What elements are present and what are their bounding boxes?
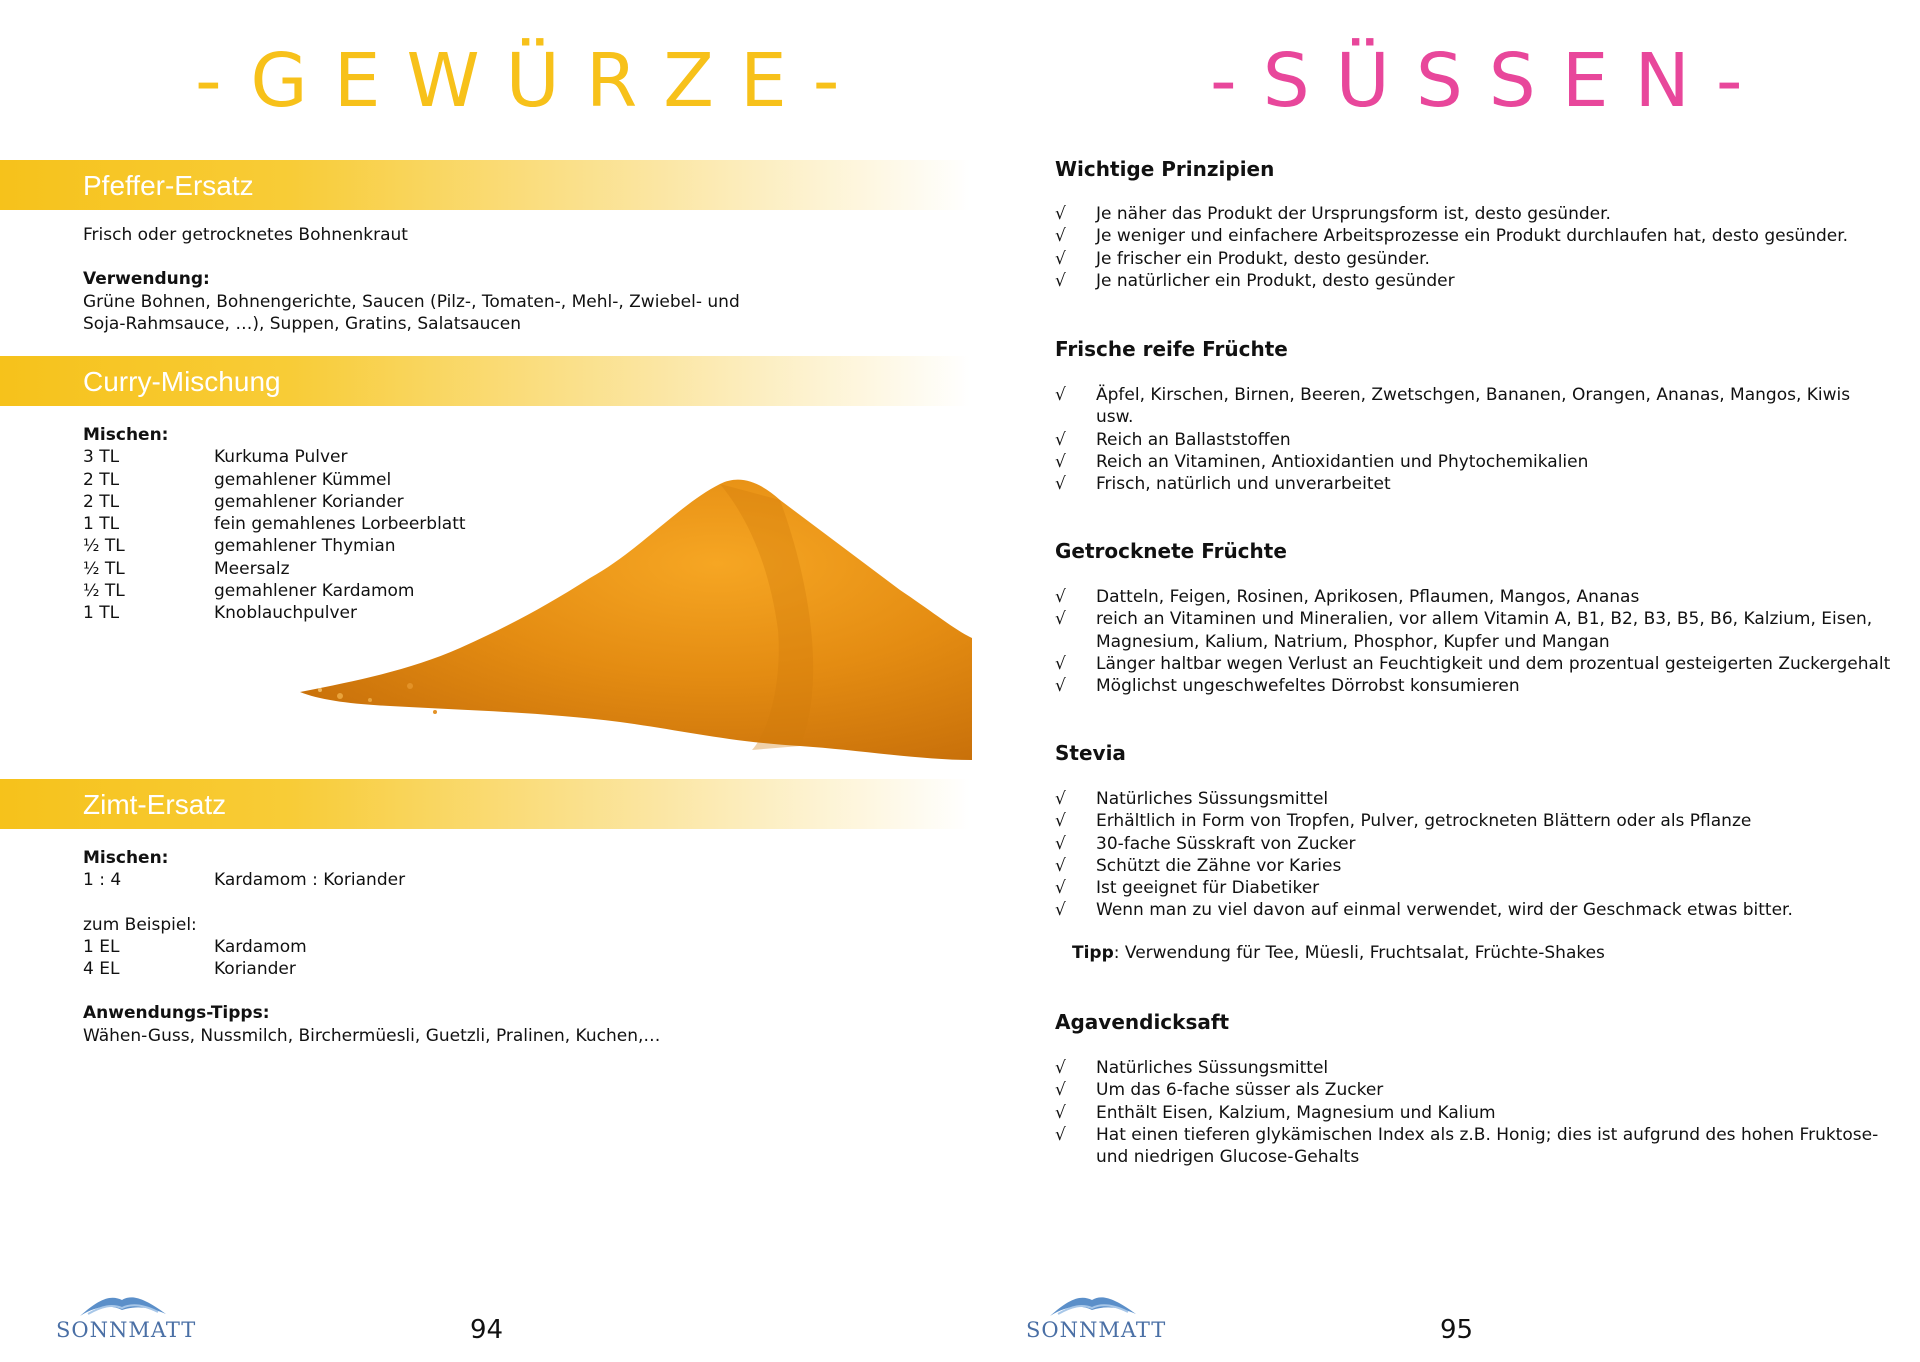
check-icon: √ bbox=[1055, 587, 1066, 607]
mountain-logo-icon bbox=[1048, 1292, 1138, 1320]
list-item: √ Ist geeignet für Diabetiker bbox=[1055, 878, 1320, 899]
ingredient-row: ½ TL gemahlener Thymian bbox=[83, 536, 396, 557]
check-icon: √ bbox=[1055, 676, 1066, 697]
list-item: √ 30-fache Süsskraft von Zucker bbox=[1055, 833, 1356, 854]
ingredient-row: ½ TL gemahlener Kardamom bbox=[83, 581, 415, 602]
section-heading: Frische reife Früchte bbox=[1055, 337, 1288, 361]
section-heading: Wichtige Prinzipien bbox=[1055, 157, 1275, 181]
ingredient-row: 1 EL Kardamom bbox=[83, 936, 307, 957]
check-icon: √ bbox=[1055, 855, 1066, 876]
ingredient-row: 1 TL Knoblauchpulver bbox=[83, 603, 357, 624]
section-heading: Stevia bbox=[1055, 741, 1126, 765]
list-item: √ Frisch, natürlich und unverarbeitet bbox=[1055, 474, 1391, 495]
check-icon: √ bbox=[1055, 474, 1066, 495]
page-title-gewuerze: -GEWÜRZE- bbox=[195, 38, 866, 124]
check-list bbox=[1055, 788, 1793, 922]
ingredient-row: ½ TL Meersalz bbox=[83, 558, 290, 579]
tipps-text: Wähen-Guss, Nussmilch, Birchermüesli, Guetzli, Pralinen, Kuchen,… bbox=[83, 1025, 661, 1046]
list-item: √ Je weniger und einfachere Arbeitsprozesse ein Produkt durchlaufen hat, desto gesünder. bbox=[1055, 226, 1849, 247]
check-icon: √ bbox=[1055, 451, 1066, 472]
check-icon: √ bbox=[1055, 900, 1066, 921]
page-title-suessen: -SÜSSEN- bbox=[1210, 38, 1769, 124]
section-band-pfeffer bbox=[0, 160, 970, 210]
right-page bbox=[970, 0, 1920, 1362]
pfeffer-description: Frisch oder getrocknetes Bohnenkraut bbox=[83, 225, 408, 245]
section-heading: Getrocknete Früchte bbox=[1055, 539, 1287, 563]
check-icon: √ bbox=[1055, 270, 1066, 291]
list-item: √ Hat einen tieferen glykämischen Index als z.B. Honig; dies ist aufgrund des hohen Fruktose- und niedrigen Glucose-Gehalts bbox=[1055, 1124, 1879, 1168]
mountain-logo-icon bbox=[78, 1292, 168, 1320]
check-icon: √ bbox=[1055, 789, 1066, 809]
check-icon: √ bbox=[1055, 226, 1066, 247]
list-item: √ Erhältlich in Form von Tropfen, Pulver, getrockneten Blättern oder als Pflanze bbox=[1055, 811, 1752, 832]
list-item: √ Je frischer ein Produkt, desto gesünder. bbox=[1055, 248, 1430, 269]
tipps-label: Anwendungs-Tipps: bbox=[83, 1003, 270, 1024]
check-list bbox=[1055, 384, 1850, 495]
verwendung-label: Verwendung: bbox=[83, 269, 210, 290]
ingredient-row: 1 TL fein gemahlenes Lorbeerblatt bbox=[83, 514, 466, 535]
check-icon: √ bbox=[1055, 653, 1066, 674]
ingredient-row: 2 TL gemahlener Koriander bbox=[83, 491, 404, 512]
list-item: √ Je natürlicher ein Produkt, desto gesünder bbox=[1055, 270, 1455, 291]
ingredient-row: 4 EL Koriander bbox=[83, 959, 296, 980]
check-list bbox=[1055, 586, 1890, 697]
check-icon: √ bbox=[1055, 385, 1066, 405]
section-heading: Curry-Mischung bbox=[83, 366, 281, 397]
check-list bbox=[1055, 203, 1848, 292]
pfeffer-block bbox=[83, 224, 740, 335]
list-item: √ Schützt die Zähne vor Karies bbox=[1055, 855, 1342, 876]
section-band-zimt bbox=[0, 779, 970, 829]
check-icon: √ bbox=[1055, 204, 1066, 224]
list-item: √ Datteln, Feigen, Rosinen, Aprikosen, Pflaumen, Mangos, Ananas bbox=[1055, 587, 1640, 607]
list-item: √ reich an Vitaminen und Mineralien, vor allem Vitamin A, B1, B2, B3, B5, B6, Kalzium, Eisen, Magnesium, Kalium, Natrium, Phosphor, Kupfer und Mangan bbox=[1055, 609, 1873, 652]
verwendung-text: Soja-Rahmsauce, …), Suppen, Gratins, Salatsaucen bbox=[83, 313, 521, 334]
section-heading: Pfeffer-Ersatz bbox=[83, 170, 254, 201]
list-item: √ Länger haltbar wegen Verlust an Feuchtigkeit und dem prozentual gesteigerten Zuckergehalt bbox=[1055, 653, 1891, 674]
check-icon: √ bbox=[1055, 878, 1066, 899]
ratio-row: 1 : 4 Kardamom : Koriander bbox=[83, 870, 406, 891]
list-item: √ Je näher das Produkt der Ursprungsform ist, desto gesünder. bbox=[1055, 204, 1611, 224]
check-icon: √ bbox=[1055, 1102, 1066, 1123]
stevia-tip: Tipp: Verwendung für Tee, Müesli, Fruchtsalat, Früchte-Shakes bbox=[1072, 943, 1605, 963]
curry-powder-image bbox=[300, 460, 972, 780]
check-icon: √ bbox=[1055, 1080, 1066, 1101]
section-band-curry bbox=[0, 356, 970, 406]
list-item: √ Möglichst ungeschwefeltes Dörrobst konsumieren bbox=[1055, 676, 1520, 697]
page-number: 94 bbox=[470, 1315, 504, 1345]
section-heading: Agavendicksaft bbox=[1055, 1010, 1230, 1034]
list-item: √ Wenn man zu viel davon auf einmal verwendet, wird der Geschmack etwas bitter. bbox=[1055, 900, 1793, 921]
mischen-label: Mischen: bbox=[83, 848, 169, 868]
check-icon: √ bbox=[1055, 1058, 1066, 1078]
check-icon: √ bbox=[1055, 811, 1066, 832]
sonnmatt-logo: SONNMATT bbox=[1026, 1292, 1156, 1340]
check-list bbox=[1055, 1057, 1878, 1168]
ingredient-row: 2 TL gemahlener Kümmel bbox=[83, 469, 392, 490]
sonnmatt-logo: SONNMATT bbox=[56, 1292, 186, 1340]
list-item: √ Um das 6-fache süsser als Zucker bbox=[1055, 1080, 1384, 1101]
mischen-label: Mischen: bbox=[83, 425, 169, 445]
check-icon: √ bbox=[1055, 609, 1066, 630]
list-item: √ Natürliches Süssungsmittel bbox=[1055, 789, 1329, 809]
zimt-block bbox=[83, 847, 660, 1047]
ingredient-row: 3 TL Kurkuma Pulver bbox=[83, 447, 348, 468]
list-item: √ Reich an Ballaststoffen bbox=[1055, 429, 1291, 450]
check-icon: √ bbox=[1055, 1124, 1066, 1145]
section-heading: Zimt-Ersatz bbox=[83, 789, 227, 820]
check-icon: √ bbox=[1055, 429, 1066, 450]
list-item: √ Enthält Eisen, Kalzium, Magnesium und Kalium bbox=[1055, 1102, 1496, 1123]
check-icon: √ bbox=[1055, 833, 1066, 854]
list-item: √ Äpfel, Kirschen, Birnen, Beeren, Zwetschgen, Bananen, Orangen, Ananas, Mangos, Kiwis usw. bbox=[1055, 385, 1851, 428]
beispiel-label: zum Beispiel: bbox=[83, 914, 197, 935]
check-icon: √ bbox=[1055, 248, 1066, 269]
list-item: √ Reich an Vitaminen, Antioxidantien und Phytochemikalien bbox=[1055, 451, 1589, 472]
list-item: √ Natürliches Süssungsmittel bbox=[1055, 1058, 1329, 1078]
page-number: 95 bbox=[1440, 1315, 1474, 1345]
verwendung-text: Grüne Bohnen, Bohnengerichte, Saucen (Pilz-, Tomaten-, Mehl-, Zwiebel- und bbox=[83, 291, 740, 312]
